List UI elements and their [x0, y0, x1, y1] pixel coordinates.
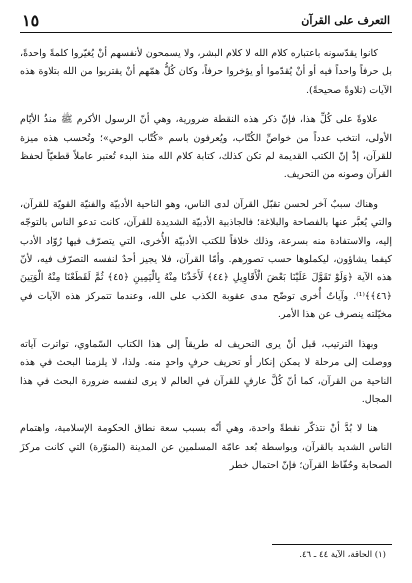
footnote: (١) الحاقة، الآية ٤٤ ـ ٤٦.	[299, 550, 386, 560]
paragraph-4: وبهذا الترتيب، قبل أنْ يرى التحريف له طريقاً إلى هذا الكتاب السّماوي، تواترت آياته ووصلت إلى مرحلة لا يمكن إنكار أو تحريف حرفٍ واحدٍ منه. ولذا، لا يلزمنا البحث في هذه الناحية من القرآن، كما أنّ كُلَّ عارفٍ للقرآن في العالم لا يرى لنفسه ضرورة البحث في هذا المجال.	[20, 338, 392, 405]
paragraph-5: هنا لا بُدَّ أنْ نتذكّر نقطةً واحدة، وهي أنّه بسبب سعة نطاق الحكومة الإسلامية، واهتمام الناس الشديد بالقرآن، وبواسطة بُعد عامّة المسلمين عن المدينة (المنوّرة) التي كانت مركزَ الصحابة وحُفّاظ القرآن؛ فإنّ احتمال خطر	[20, 423, 392, 472]
page-number: ١٥	[22, 10, 40, 30]
paragraph-1: كانوا يقدّسونه باعتباره كلام الله لا كلام البشر، ولا يسمحون لأنفسهم أنْ يُغيّروا كلمةً واحدةً، بل حرفاً واحداً فيه أو أنْ يُقدّموا أو يؤخروا حرفاً، وكان كُلُّ همّهم أنْ يقتربوا من الله بتلاوة هذه الآيات (تلاوةً صحيحةً).	[20, 48, 392, 96]
paragraph-3: وهناك سببٌ آخر لحسن تقبّل القرآن لدى الناس، وهو الناحية الأدبيّة والفنيّة القويّة للقرآن، والتي يُعبَّر عنها بالفصاحة والبلاغة؛ فالجاذبية الأدبيّة الشديدة للقرآن، كانت تدعو الناس بالتوجّه إليه، والاستفادة منه بسرعة، وذلك خلافاً للكتب الأدبيّة الأُخرى، التي يتصرّف فيها رُوّاد الأدب كيفما يشاؤون، ليكملوها حسب تصورهم. وأمّا القرآن، فلا يجيز أحدٌ لنفسه التصرّف فيه، لأنّ هذه الآية ﴿وَلَوْ تَقَوَّلَ عَلَيْنَا بَعْضَ الْأَقَاوِيلِ ﴿٤٤﴾ لَأَخَذْنَا مِنْهُ بِالْيَمِينِ ﴿٤٥﴾ ثُمَّ لَقَطَعْنَا مِنْهُ الْوَتِينَ ﴿٤٦﴾﴾⁽¹⁾. وآياتٌ أُخرى توضّح مدى عقوبة الكذب على الله، وعندما تتمركز هذه الآيات في مخيّلته ينصرف عن هذا الأمر.	[20, 198, 392, 321]
running-title: التعرف على القرآن	[301, 13, 390, 27]
footnote-divider	[272, 544, 392, 545]
paragraph-2: علاوةً على كُلِّ هذا، فإنّ ذكر هذه النقطة ضرورية، وهي أنّ الرسول الأكرم ﷺ منذُ الأيّام الأولى، انتخب عدداً من خواصِّ الكُتّاب، ويُعرفون باسم «كُتّاب الوحي»؛ وتُحسب هذه ميزة للقرآن، إذْ إنّ الكتب القديمة لم تكن كذلك، كتابة كلام الله منذ البدء تُعتبر عاملاً قطعيّاً لحفظ القرآن وصونه من التحريف.	[20, 114, 392, 181]
page-header	[20, 8, 392, 33]
page-body	[20, 45, 392, 476]
document-page	[20, 8, 392, 575]
